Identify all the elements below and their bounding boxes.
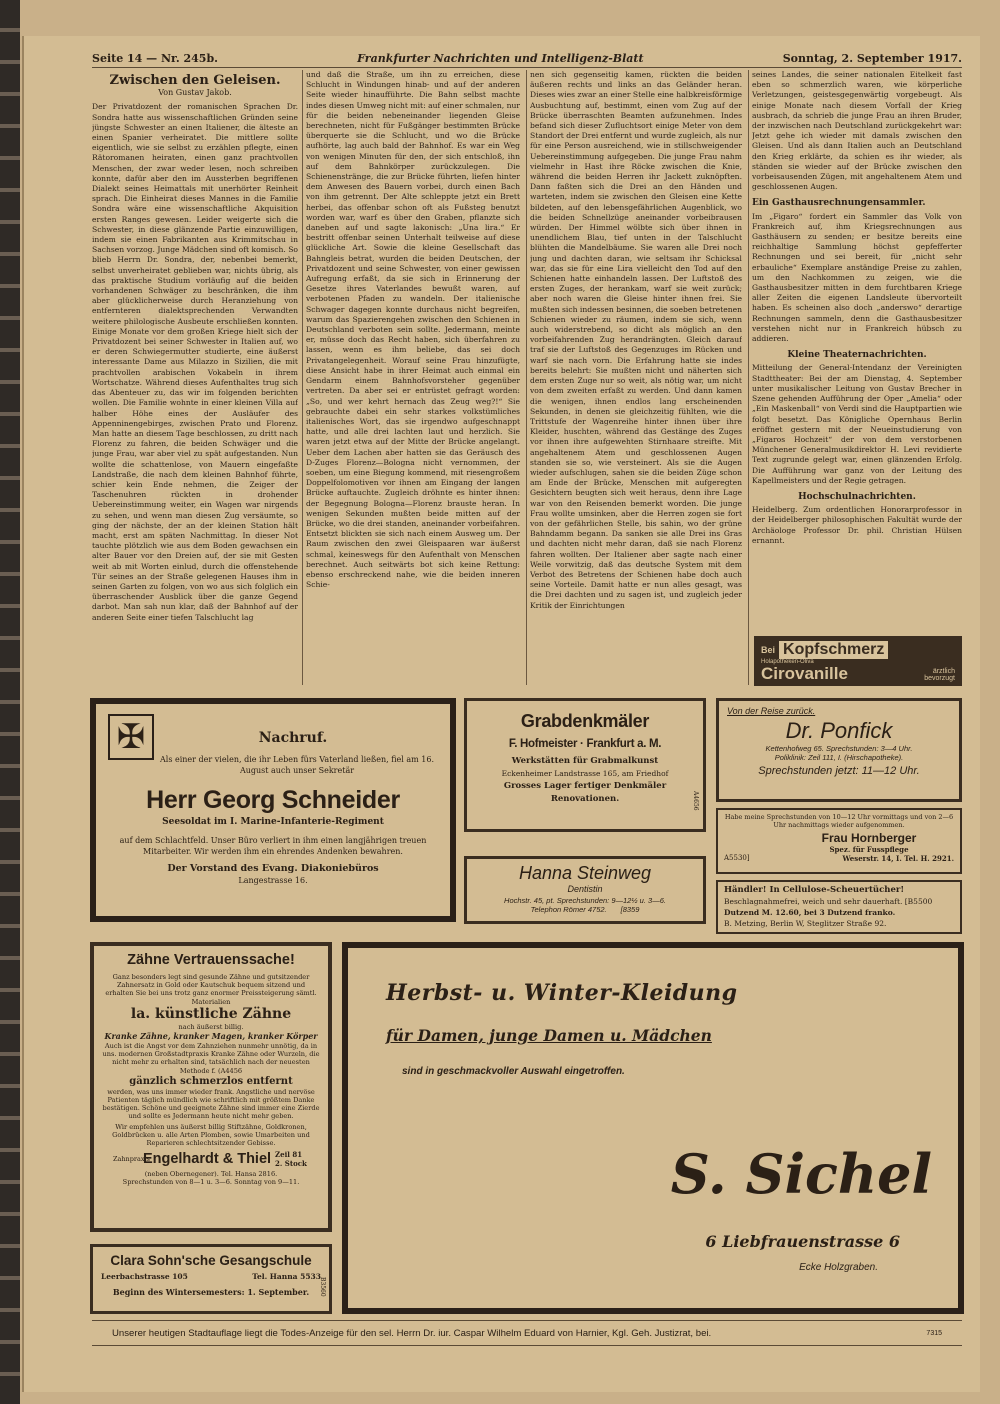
nachruf-rank: Seesoldat im I. Marine-Infanterie-Regiment: [162, 817, 384, 827]
cirovanille-bei: Bei: [761, 645, 776, 655]
grabdenkmaeler-line1: Werkstätten für Grabmalkunst: [511, 756, 659, 766]
haendler-ad: [716, 880, 962, 934]
cirovanille-sub: Holapotheken-Oliva: [761, 659, 814, 665]
footer-notice: [92, 1320, 962, 1346]
nachruf-name: Herr Georg Schneider: [146, 786, 400, 814]
hornberger-name: Frau Hornberger: [821, 831, 917, 845]
article-text-col4: seines Landes, die seiner nationalen Eitelkeit fast eben so schmerzlich waren, wie körperliche Verletzungen, geistesgegenwärtig vorgebeugt. Als einige Monate nach diesem Vorfall der Krieg ausbrach, da schrieb die junge Frau an ihren Bruder, der inzwischen nach Deutschland zurückgekehrt war: Jetzt gehe ich wieder mit damals zwischen den Gleisen. Und als dann Italien auch an Deutschland den Krieg erklärte, da schien es ihr wieder, als ständen sie wieder auf der Brücke zwischen den vorbeisausenden Zügen, mit angehaltenem Atem und geschlossenen Augen.: [752, 70, 962, 192]
footer-text: Unserer heutigen Stadtauflage liegt die Todes-Anzeige für den sel. Herrn Dr. iur. Caspar Wilhelm Eduard von Harnier, Kgl. Geh. Justizrat, bei.: [112, 1327, 712, 1339]
hornberger-ad: [716, 808, 962, 874]
steinweg-name: Hanna Steinweg: [518, 863, 652, 883]
zaehne-big3: gänzlich schmerzlos entfernt: [129, 1075, 293, 1087]
nachruf-address: Langestrasse 16.: [238, 876, 308, 885]
column-divider: [526, 70, 527, 685]
hornberger-address: Weserstr. 14, I. Tel. H. 2921.: [842, 854, 954, 863]
steinweg-line2: Telephon Römer 4752.: [530, 905, 607, 914]
zaehne-firm: Engelhardt & Thiel: [142, 1151, 272, 1168]
zaehne-big2: Kranke Zähne, kranker Magen, kranker Körper: [104, 1031, 318, 1042]
sichel-headline1: Herbst- u. Winter-Kleidung: [386, 980, 738, 1006]
cirovanille-ad: [754, 636, 962, 686]
gesangschule-ad: [90, 1244, 332, 1314]
column-divider: [302, 70, 303, 685]
article-column-4: [752, 70, 962, 630]
zaehne-firm-pre: Zahnpraxis: [112, 1155, 150, 1164]
nachruf-intro: Als einer der vielen, die ihr Leben fürs Vaterland ließen, fiel am 16. August auch unser Sekretär: [159, 755, 434, 775]
steinweg-title: Dentistin: [567, 884, 603, 894]
grabdenkmaeler-code: A4656: [692, 791, 699, 811]
article-text-col2: und daß die Straße, um ihn zu erreichen, diese Schlucht in Windungen hinab- und auf der anderen Seite wieder hinaufführte. Die Bahn selbst machte indes diesen Umweg nicht mit: auf einer schmalen, nur für die beiden nebeneinander liegenden Gleise berechneten, nicht für Fußgänger bestimmten Brücke überquerte sie die Schlucht, und wo die Brücke aufhörte, lag auch bald der Bahnhof. Es war ein Weg von wenigen Minuten für den, der sich entschloß, ihn auf dem Bahnkörper zurückzulegen. Die Schienenstränge, die zur Brücke führten, liefen hinter dem Anwesen des Bauern vorbei, durch einen Bach von ihm getrennt. Der Alte schleppte jetzt ein Brett herbei, das offenbar schon oft als Fußsteg benutzt worden war, warf es über den Graben, pflanzte sich daneben auf und sagte lakonisch: „Una lira.“ Er bestritt offenbar seinen Unterhalt teilweise auf diese glückliche Art. Sowie die kleine Gesellschaft das Bahngleis betrat, wurden die beiden Deutschen, der Privatdozent und seine Schwester, von einer gewissen Aufregung erfaßt, da sie sich in Erinnerung der Gesetze ihres Vaterlandes bewußt waren, auf verbotenen Pfaden zu wandeln. Der italienische Schwager dagegen konnte durchaus nicht begreifen, warum das Spazierengehen zwischen den Schienen in Deutschland verboten sein sollte. Jedermann, meinte er, müsse doch das Recht haben, sich überfahren zu lassen, wenn es ihm beliebe, das sei doch Privatangelegenheit. Worauf seine Frau hinzufügte, diese Ansicht habe in ihrer Heimat auch einmal ein Gendarm einem Bahnhofsvorsteher gegenüber vertreten. Da aber sei er entrüstet gefragt worden: „So, und wer kehrt hernach das Zeug weg?!“ Sie gebrauchte dabei ein sehr starkes volkstümliches italienisches Wort, das sie irgendwo aufgeschnappt hatte, und alle drei lachten laut und herzlich. Sie waren jetzt etwa auf der Mitte der Brücke angelangt. Ueber dem Lachen aber hatten sie das Geräusch des D-Zuges Florenz—Bologna nicht vernommen, der soeben, um eine Biegung kommend, mit riesengroßem Doppelfolomotiven vor ihnen am Eingang der langen Brücke auftauchte. Zugleich dröhnte es hinter ihnen: der Begegnung Bologna—Florenz brauste heran. In wenigen Sekunden mußten beide mitten auf der Brücke, wo die drei standen, aneinander vorbeifahren. Entsetzt blickten sie sich nach einem Ausweg um. Der Raum zwischen den zwei Gleispaaren war äußerst schmal, keineswegs für den Aufenthalt von Menschen berechnet. Auch seitwärts bot sich keine Rettung: ebenso erschreckend nahe, wie die beiden inneren Schie-: [306, 70, 520, 590]
article-column-1: [92, 70, 298, 685]
zaehne-line2: Sprechstunden von 8—1 u. 3—6. Sonntag von 9—11.: [122, 1178, 300, 1187]
hochschul-text: Heidelberg. Zum ordentlichen Honorarprofessor in der Heidelberger philosophischen Fakultät wurde der Archäologe Professor Dr. phil. Christian Hülsen ernannt.: [752, 505, 962, 545]
ponfick-top: Von der Reise zurück.: [727, 706, 816, 716]
zaehne-p2: Auch ist die Angst vor dem Zahnziehen nunmehr unnötig, da in uns. modernen Großstadtpraxis Kranke Zähne oder Wurzeln, die nicht mehr zu erhalten sind, tatsächlich nach der neuesten Methode f. (A4456: [102, 1042, 320, 1075]
cirovanille-headline: Kopfschmerz: [779, 641, 888, 659]
nachruf-body: auf dem Schlachtfeld. Unser Büro verliert in ihm einen langjährigen treuen Mitarbeiter. Wir werden ihm ein ehrendes Andenken bewahren.: [119, 836, 427, 856]
sichel-brand: S. Sichel: [670, 1142, 932, 1206]
theater-text: Mitteilung der General-Intendanz der Vereinigten Stadttheater: Bei der am Dienstag, 4. September unter musikalischer Leitung von Gustav Brecher in Szene gehenden Aufführung der Oper „Amelia“ oder „Ein Maskenball“ von Verdi sind die Hauptpartien wie folgt besetzt. Das Königliche Opernhaus Berlin eröffnet gestern mit der Neueinstudierung von „Figaros Hochzeit“ der von dem verstorbenen Münchener Generalmusikdirektor H. Levi revidierte Text zugrunde gelegt war, einen glänzenden Erfolg. Die Aufführung war ganz von der Leitung des Kapellmeisters und der Regie getragen.: [752, 363, 962, 485]
nachruf-ad: [90, 698, 456, 922]
header-page-number: Seite 14 — Nr. 245b.: [92, 52, 218, 65]
grabdenkmaeler-line3: Grosses Lager fertiger Denkmäler: [503, 781, 667, 791]
gesangschule-start: Beginn des Wintersemesters: 1. September.: [112, 1287, 310, 1297]
page-header: [92, 52, 962, 68]
grabdenkmaeler-title: Grabdenkmäler: [520, 711, 650, 731]
haendler-line2: Dutzend M. 12.60, bei 3 Dutzend franko.: [724, 908, 896, 917]
steinweg-code: [8359: [620, 905, 640, 914]
sichel-address: 6 Liebfrauenstrasse 6: [705, 1232, 900, 1251]
gesangschule-address: Leerbachstrasse 105: [101, 1272, 188, 1281]
grabdenkmaeler-firm: F. Hofmeister · Frankfurt a. M.: [508, 738, 662, 750]
haendler-line1: Beschlagnahmefrei, weich und sehr dauerhaft. [B5500: [724, 897, 933, 906]
article-column-3: [530, 70, 742, 685]
article-text-col3: nen sich gegenseitig kamen, rückten die beiden äußeren rechts und links an das Geländer heran. Dieses wies zwar an einer Stelle eine halbkreisförmige Ausbuchtung auf, bestimmt, einen vom Zug auf der Brücke überraschten Beamten aufzunehmen. Indes befand sich dieser Zufluchtsort einige Meter von dem Standort der Drei entfernt und wurde zugleich, als nur für eine Person ausreichend, wie in stillschweigender Uebereinstimmung aufgegeben. Die junge Frau nahm vielmehr in Hast ihre Röcke zwischen die Knie, während die beiden Herren ihr Jackett zuknöpften. Dann faßten sich die Drei an den Händen und warteten, indem sie zwischen den Gleisen eine Kette bildeten, auf den lebensgefährlichen Augenblick, wo die beiden Schnellzüge aneinander vorbeibrausen würden. Der Himmel wölbte sich über ihnen in unendlichem Blau, tief unten in der Talschlucht blühten die Mandelbäume. Sie waren alle Drei noch jung und dachten daran, wie seltsam ihr Schicksal war, das sie für eine Lira vielleicht den Tod auf den Schienen hatte einhandeln lassen. Der Luftstoß des ersten Zuges, der herankam, warf sie weit zurück; aber noch waren die Gleise hinter ihnen frei. Sie mußten sich indessen besinnen, die soeben betretenen Schienen wieder zu räumen, indem sie sich, wenn auch widerstrebend, so dicht als möglich an den vorbeifahrenden Zug herandrängten. Gleich darauf traf sie der Luftstoß des Gegenzuges im Rücken und warf sie nach vorn. Die Erfahrung hatte sie indes bereits belehrt: Sie mußten nicht und näherten sich dem ersten Zuge nur so weit, als nötig war, um nicht von dem zweiten erfaßt zu werden. Und dann kamen die wenigen, ihnen endlos lang erscheinenden Sekunden, in denen sie gleichzeitig fühlten, wie die Trittstufe der Wagenreihe hinter ihnen über ihre Kleider, huschten, während das Gestänge des Zuges vor ihnen ihre aufgewehten Stirnhaare streifte. Mit angehaltenem Atem und geschlossenen Augen standen sie so, wie versteinert. Als sie die Augen wieder aufschlugen, sahen sie die beiden Züge schon am Ende der Brücke, Menschen mit aufgeregten Gesichtern beugten sich weit heraus, denn ihre Lage war von den Reisenden bemerkt worden. Die junge Frau wollte umsinken, aber die Herren zogen sie fort von der gefährlichen Stelle, bis sahin, wo der grüne Bahndamm begann. Da sanken sie alle Drei ins Gras und dachten nicht mehr daran, daß sie nach Florenz fahren wollten. Der Italiener aber sagte nach einer Weile vorwitzig, daß das deutsche System mit dem Verbot des Betretens der Schienen habe doch auch seine Vorteile. Damit hatte er nun alles gesagt, was die Drei dachten und zu sagen ist, und zugleich jeder Kritik der Einrichtungen: [530, 70, 742, 610]
article-title: Zwischen den Geleisen.: [109, 73, 281, 88]
grabdenkmaeler-ad: [464, 698, 706, 832]
hornberger-code: A5530]: [724, 854, 750, 862]
grabdenkmaeler-line4: Renovationen.: [550, 794, 620, 804]
nachruf-signed: Der Vorstand des Evang. Diakoniebüros: [167, 863, 379, 874]
zaehne-line1: (neben Obernegener). Tel. Hansa 2816.: [144, 1170, 278, 1179]
zaehne-p1: Ganz besonders legt sind gesunde Zähne und gutsitzender Zahnersatz in Gold oder Kautschuk bequem sitzend und erhalten Sie bei uns trotz ganz enormer Preissteigerung sämtl. Materialien: [105, 973, 317, 1006]
steinweg-ad: [464, 856, 706, 924]
sichel-headline2: für Damen, junge Damen u. Mädchen: [386, 1026, 712, 1045]
sichel-ad: [342, 942, 964, 1314]
haendler-head: Händler! In Cellulose-Scheuertücher!: [724, 885, 905, 895]
ponfick-line3: Sprechstunden jetzt: 11—12 Uhr.: [758, 765, 920, 777]
steinweg-line1: Hochstr. 45, pt. Sprechstunden: 9—12½ u. 3—6.: [504, 896, 666, 905]
hornberger-spec: Spez. für Fusspflege: [829, 845, 909, 854]
hornberger-text: Habe meine Sprechstunden von 10—12 Uhr vormittags und von 2—6 Uhr nachmittags wieder aufgenommen.: [724, 813, 954, 829]
theater-title: Kleine Theaternachrichten.: [787, 350, 927, 361]
column-divider: [748, 70, 749, 685]
header-date: Sonntag, 2. September 1917.: [782, 52, 962, 65]
gesangschule-tel: Tel. Hanna 5533: [252, 1272, 321, 1281]
iron-cross-icon: ✠: [108, 714, 154, 760]
zaehne-ad: [90, 942, 332, 1232]
ponfick-line1: Kettenhofweg 65. Sprechstunden: 3—4 Uhr.: [765, 744, 913, 753]
gasthaus-title: Ein Gasthausrechnungensammler.: [752, 198, 926, 209]
footer-code: 7315: [926, 1329, 942, 1337]
haendler-line3: B. Metzing, Berlin W, Steglitzer Straße 92.: [724, 919, 887, 928]
sichel-line: sind in geschmackvoller Auswahl eingetroffen.: [402, 1066, 625, 1077]
zaehne-big1: la. künstliche Zähne: [130, 1005, 292, 1022]
zaehne-small1: nach äußerst billig.: [178, 1022, 244, 1031]
ponfick-line2: Poliklinik: Zeil 111, I. (Hirschapotheke).: [774, 753, 904, 762]
gasthaus-text: Im „Figaro“ fordert ein Sammler das Volk von Frankreich auf, ihm Kriegsrechnungen aus Gasthäusern zu senden; er besitze bereits eine reichhaltige Sammlung höchst gepfefferter Rechnungen und sei bereit, für „nicht sehr erbauliche“ Exemplare anständige Preise zu zahlen, um den Nachkommen zu zeigen, wie die Gasthausbesitzer mitten in dem furchtbaren Kriege aller Zeiten die eigenen Landsleute übervorteilt haben. Es scheinen also doch „anderswo“ derartige Rechnungen sammeln, denn die Gasthausbesitzer verstehen nicht nur in Frankreich hübsch zu addieren.: [752, 211, 962, 344]
article-byline: Von Gustav Jakob.: [158, 88, 232, 98]
article-column-2: [306, 70, 520, 685]
nachruf-title: Nachruf.: [258, 730, 328, 746]
sichel-corner: Ecke Holzgraben.: [799, 1262, 878, 1273]
hochschul-title: Hochschulnachrichten.: [798, 491, 916, 502]
gesangschule-code: B3560: [319, 1277, 326, 1297]
zaehne-p4: Wir empfehlen uns äußerst billig Stiftzähne, Goldkronen, Goldbrücken u. alle Arten Plomben, sowie Umarbeiten und Reparieren schlechtsitzender Gebisse.: [112, 1122, 310, 1148]
cirovanille-brand: Cirovanille: [761, 664, 848, 683]
cirovanille-right1: ärztlich: [932, 668, 955, 675]
ponfick-ad: [716, 698, 962, 802]
grabdenkmaeler-line2: Eckenheimer Landstrasse 165, am Friedhof: [501, 769, 669, 778]
gesangschule-title: Clara Sohn'sche Gesangschule: [110, 1253, 312, 1268]
zaehne-firm-post: Zeil 81 2. Stock: [275, 1150, 307, 1169]
zaehne-title: Zähne Vertrauenssache!: [127, 952, 295, 968]
zaehne-p3: werden, was uns immer wieder frank. Angstliche und nervöse Patienten täglich mündlich wie schriftlich mit größtem Danke bestätigen. Schöne und geeignete Zähne sind immer eine Zierde und sollte es Jedermann heute nicht mehr geben.: [102, 1087, 320, 1121]
header-newspaper-title: Frankfurter Nachrichten und Intelligenz-Blatt: [357, 52, 644, 65]
ponfick-name: Dr. Ponfick: [785, 718, 893, 743]
cirovanille-right2: bevorzugt: [924, 675, 955, 682]
binding-strip: [0, 0, 20, 1404]
article-text-col1: Der Privatdozent der romanischen Sprachen Dr. Sondra hatte aus wissenschaftlichen Gründen seine jüngste Schwester an einen Italiener, die älteste an einen Spanier verheiratet. Die mittlere sollte eigentlich, wie sie selbst zu erzählen pflegte, einen Rätoromanen heiraten, einen ganz prachtvollen Menschen, der zwar weder lesen, noch schreiben konnte, dafür aber den im Aussterben begriffenen Dialekt seines Heimattals mit unerhörter Reinheit sprach. Die Einheirat dieses Mannes in die Familie Sondra wäre eine wissenschaftliche Akquisition ersten Ranges gewesen. Leider weigerte sich die Schwester, in diese glänzende Partie einzuwilligen, indem sie einen Fabrikanten aus Krimmitschau in Sachsen vorzog. Junge Mädchen sind oft komisch. So blieb Herrn Dr. Sondra, der, nebenbei bemerkt, selbst unverheiratet geblieben war, nichts übrig, als das praktische Studium vorläufig auf die beiden vorhandenen Schwäger zu beschränken, die ihm aber glücklicherweise durch Heranziehung von entfernteren dialektsprechenden Verwandten weitere philologische Ausbeute erschließen konnten. Einige Monate vor dem großen Kriege hielt sich der Privatdozent bei seiner Schwester in Italien auf, wo er deren Schwiegermutter studierte, eine äußerst interessante Dame aus Milazzo in Sizilien, die mit prachtvollen arabischen Vokabeln in ihrem Wortschatze. Während dieses Aufenthaltes trug sich das Abenteuer zu, das wir im folgenden berichten wollen. Die Familie wohnte in einer kleinen Villa auf halber Höhe eines der Ausläufer des Appenninengebirges, zwischen Prato und Florenz. Man hatte an diesem Tage beschlossen, zu dritt nach Florenz zu fahren, die beiden Schwäger und die junge Frau, war aber viel zu spät aufgestanden. Nun wollte die schattenlose, von Mauern eingefaßte Landstraße, die nach dem kleinen Bahnhof führte, schier kein Ende nehmen, die Zeiger der Taschenuhren rückten in drohender Uebereinstimmung weiter, ein Wagen war nirgends zu sehen, und wenn man diesen Zug versäumte, so ging der nächste, der an der kleinen Station hält macht, erst am späten Nachmittag. In dieser Not tauchte plötzlich wie aus dem Boden gewachsen ein alter Bauer vor den Dreien auf, der sie mit Gesten weit ab mit Worten einlud, durch die offenstehende Tür seines an der Straße gelegenen Hauses ihm in seinen Garten zu folgen, von wo aus sich folglich ein überraschender Ausblick über die ganze Gegend darbot. Man sah nun klar, daß der Bahnhof auf der anderen Seite einer tiefen Talschlucht lag: [92, 102, 298, 622]
